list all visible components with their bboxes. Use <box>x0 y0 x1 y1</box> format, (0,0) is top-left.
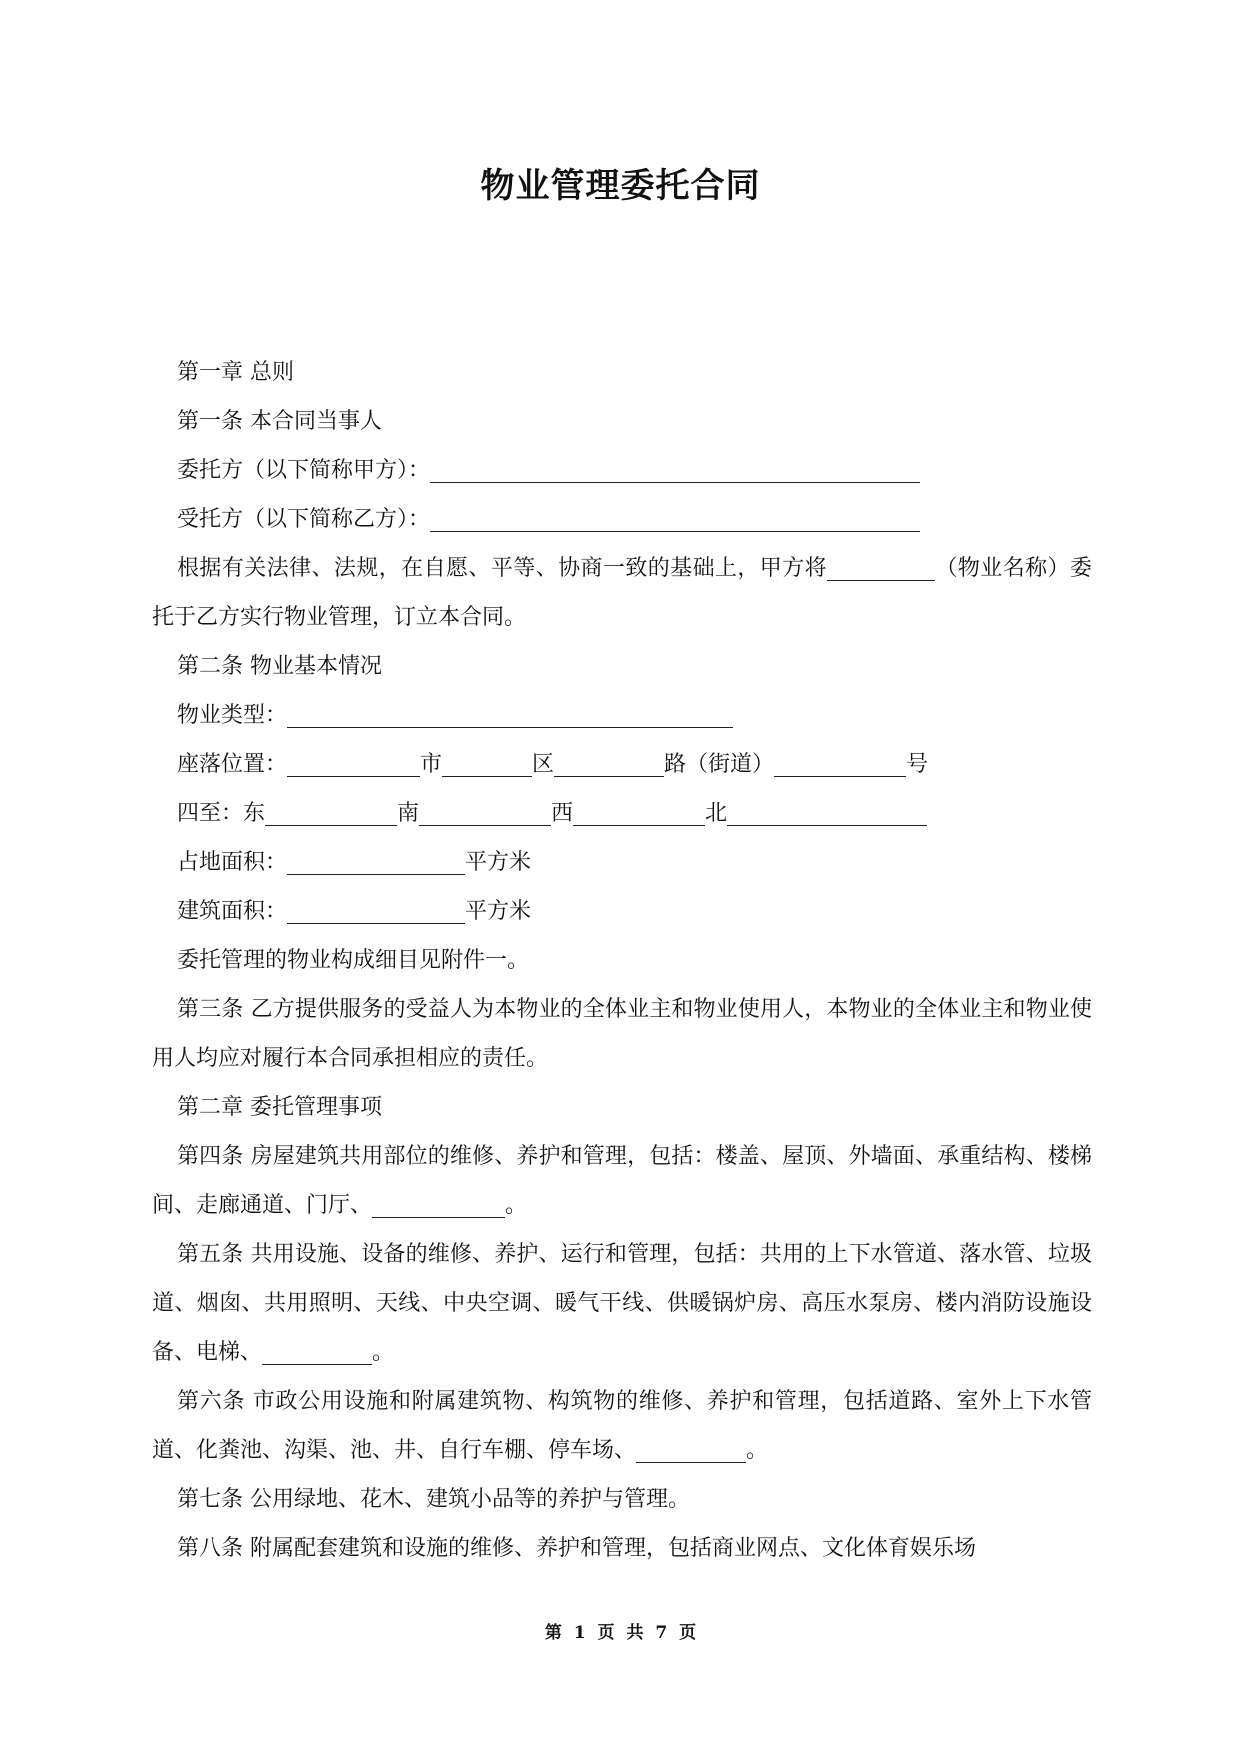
basis-paragraph <box>152 544 1092 642</box>
boundary-west-label: 西 <box>551 801 574 826</box>
property-name-blank <box>827 558 935 581</box>
number-blank <box>774 754 906 777</box>
article-4-text: 第四条 房屋建筑共用部位的维修、养护和管理，包括：楼盖、屋顶、外墙面、承重结构、楼梯间、走廊通道、门厅、 <box>152 1144 1092 1218</box>
land-area-unit: 平方米 <box>465 850 532 875</box>
location-line <box>152 740 1092 789</box>
building-area-label: 建筑面积： <box>177 899 288 924</box>
party-a-line <box>152 446 1092 495</box>
article-5-blank <box>262 1342 372 1365</box>
document-title: 物业管理委托合同 <box>480 166 761 206</box>
land-area-label: 占地面积： <box>177 850 288 875</box>
document-body <box>152 348 1092 1573</box>
basis-text-a: 根据有关法律、法规，在自愿、平等、协商一致的基础上，甲方将 <box>177 556 828 581</box>
east-blank <box>265 803 397 826</box>
article-5-end: 。 <box>372 1340 395 1365</box>
district-blank <box>442 754 532 777</box>
party-a-label: 委托方（以下简称甲方）： <box>177 458 431 483</box>
west-blank <box>573 803 705 826</box>
article-4-blank <box>372 1195 505 1218</box>
basis-text-b: （物业名称）委托于乙方实行物业管理，订立本合同。 <box>152 556 1092 630</box>
south-blank <box>419 803 551 826</box>
boundary-south-label: 南 <box>397 801 420 826</box>
annex-note: 委托管理的物业构成细目见附件一。 <box>177 948 530 973</box>
boundaries-line <box>152 789 1092 838</box>
land-area-blank <box>287 852 465 875</box>
article-6-end: 。 <box>746 1438 769 1463</box>
article-2: 第二条 物业基本情况 <box>177 654 382 679</box>
chapter-2-heading: 第二章 委托管理事项 <box>177 1095 382 1120</box>
building-area-line <box>152 887 1092 936</box>
boundary-east-label: 四至：东 <box>177 801 266 826</box>
page-number-footer: 第 1 页 共 7 页 <box>544 1623 697 1643</box>
property-type-label: 物业类型： <box>177 703 288 728</box>
article-3: 第三条 乙方提供服务的受益人为本物业的全体业主和物业使用人，本物业的全体业主和物业使用人均应对履行本合同承担相应的责任。 <box>152 997 1092 1071</box>
district-label: 区 <box>532 752 555 777</box>
boundary-north-label: 北 <box>705 801 728 826</box>
party-b-line <box>152 495 1092 544</box>
number-label: 号 <box>906 752 929 777</box>
location-label: 座落位置： <box>177 752 288 777</box>
city-label: 市 <box>420 752 443 777</box>
building-area-blank <box>287 901 465 924</box>
article-6-text: 第六条 市政公用设施和附属建筑物、构筑物的维修、养护和管理，包括道路、室外上下水管道、化粪池、沟渠、池、井、自行车棚、停车场、 <box>152 1389 1092 1463</box>
article-1: 第一条 本合同当事人 <box>177 409 382 434</box>
party-b-blank <box>430 509 920 532</box>
property-type-line <box>152 691 1092 740</box>
article-5-text: 第五条 共用设施、设备的维修、养护、运行和管理，包括：共用的上下水管道、落水管、垃圾道、烟囱、共用照明、天线、中央空调、暖气干线、供暖锅炉房、高压水泵房、楼内消防设施设备、电梯、 <box>152 1242 1092 1365</box>
article-6 <box>152 1377 1092 1475</box>
chapter-1-heading: 第一章 总则 <box>177 360 294 385</box>
article-6-blank <box>636 1440 746 1463</box>
article-4 <box>152 1132 1092 1230</box>
article-5 <box>152 1230 1092 1377</box>
property-type-blank <box>287 705 733 728</box>
road-label: 路（街道） <box>664 752 775 777</box>
land-area-line <box>152 838 1092 887</box>
party-a-blank <box>430 460 920 483</box>
article-7: 第七条 公用绿地、花木、建筑小品等的养护与管理。 <box>177 1487 690 1512</box>
article-8: 第八条 附属配套建筑和设施的维修、养护和管理，包括商业网点、文化体育娱乐场 <box>177 1536 976 1561</box>
north-blank <box>727 803 927 826</box>
road-blank <box>554 754 664 777</box>
building-area-unit: 平方米 <box>465 899 532 924</box>
city-blank <box>287 754 420 777</box>
article-4-end: 。 <box>505 1193 528 1218</box>
party-b-label: 受托方（以下简称乙方）： <box>177 507 431 532</box>
